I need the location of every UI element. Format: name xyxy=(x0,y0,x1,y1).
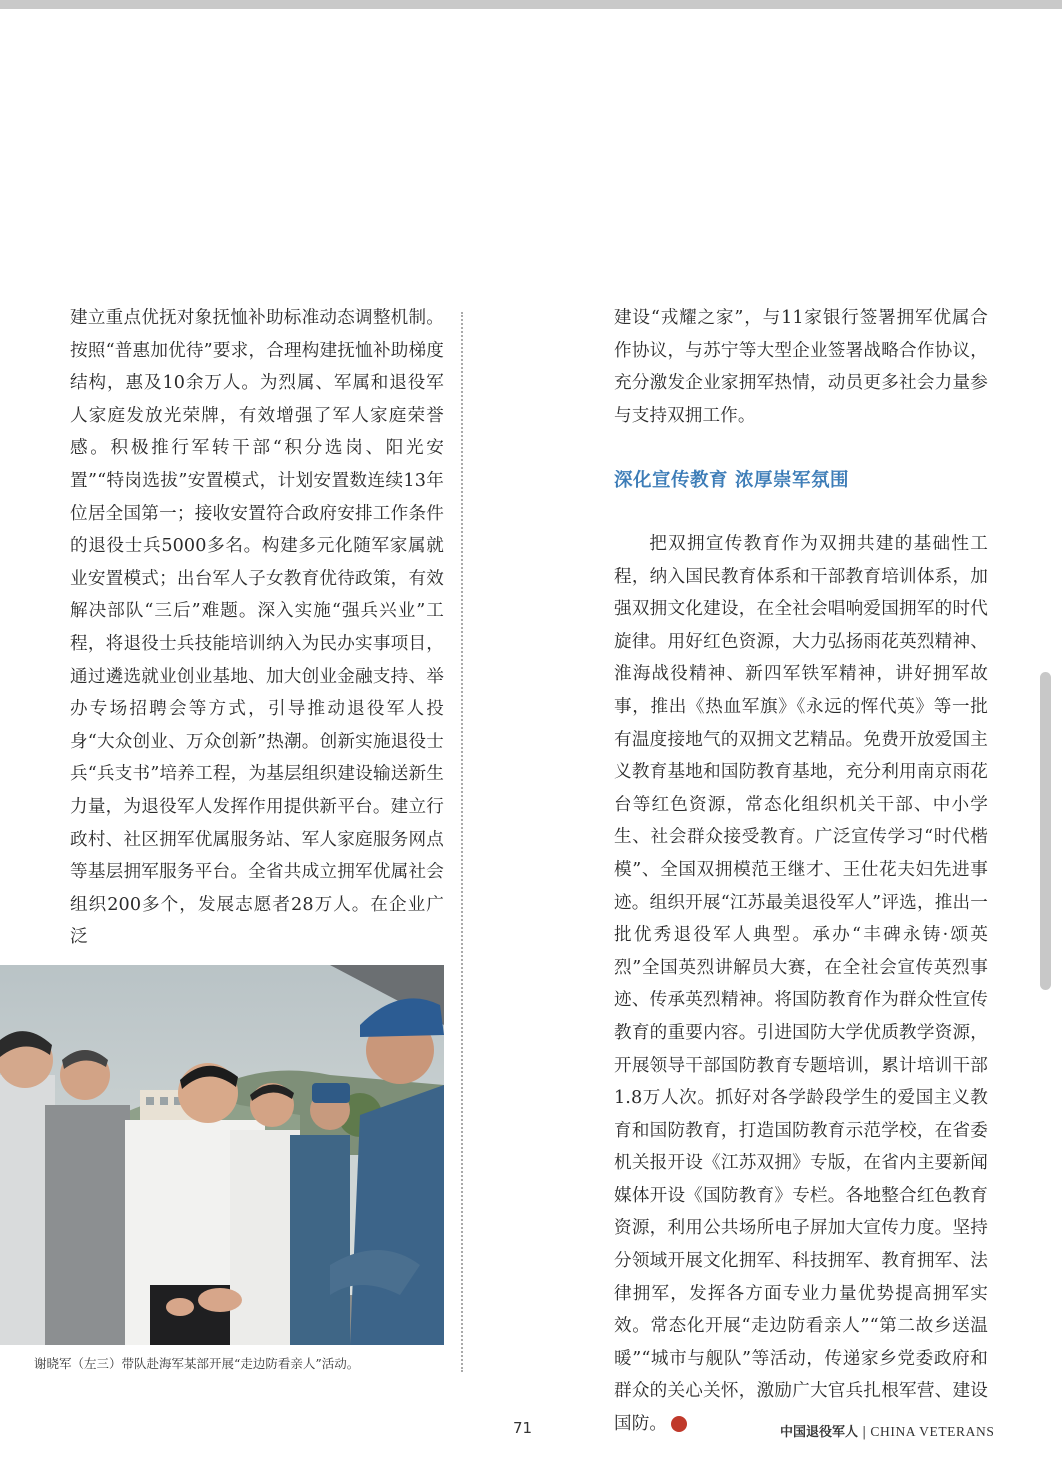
left-column-text xyxy=(70,302,444,954)
scrollbar-thumb[interactable] xyxy=(1040,672,1051,990)
right-column-intro xyxy=(614,302,988,432)
right-body-paragraph xyxy=(614,528,988,1441)
photo-caption: 谢晓军（左三）带队赴海军某部开展“走边防看亲人”活动。 xyxy=(34,1356,360,1371)
right-column-body xyxy=(614,528,988,1441)
right-intro-paragraph: 建设“戎耀之家”，与11家银行签署拥军优属合作协议，与苏宁等大型企业签署战略合作协议，充分激发企业家拥军热情，动员更多社会力量参与支持双拥工作。 xyxy=(614,308,988,426)
event-photo xyxy=(0,965,444,1345)
brand-chinese: 中国退役军人 xyxy=(780,1425,859,1440)
top-bar xyxy=(0,0,1062,9)
page-number: 71 xyxy=(513,1419,533,1437)
section-heading: 深化宣传教育 浓厚崇军氛围 xyxy=(614,470,849,491)
right-body-text: 把双拥宣传教育作为双拥共建的基础性工程，纳入国民教育体系和干部教育培训体系，加强双拥文化建设，在全社会唱响爱国拥军的时代旋律。用好红色资源，大力弘扬雨花英烈精神、淮海战役精神、新四军铁军精神，讲好拥军故事，推出《热血军旗》《永远的恽代英》等一批有温度接地气的双拥文艺精品。免费开放爱国主义教育基地和国防教育基地，充分利用南京雨花台等红色资源，常态化组织机关干部、中小学生、社会群众接受教育。广泛宣传学习“时代楷模”、全国双拥模范王继才、王仕花夫妇先进事迹。组织开展“江苏最美退役军人”评选，推出一批优秀退役军人典型。承办“丰碑永铸·颂英烈”全国英烈讲解员大赛，在全社会宣传英烈事迹、传承英烈精神。将国防教育作为群众性宣传教育的重要内容。引进国防大学优质教学资源，开展领导干部国防教育专题培训，累计培训干部1.8万人次。抓好对各学龄段学生的爱国主义教育和国防教育，打造国防教育示范学校，在省委机关报开设《江苏双拥》专版，在省内主要新闻媒体开设《国防教育》专栏。各地整合红色教育资源，利用公共场所电子屏加大宣传力度。坚持分领域开展文化拥军、科技拥军、教育拥军、法律拥军，发挥各方面专业力量优势提高拥军实效。常态化开展“走边防看亲人”“第二故乡送温暖”“城市与舰队”等活动，传递家乡党委政府和群众的关心关怀，激励广大官兵扎根军营、建设国防。 xyxy=(614,534,988,1435)
end-mark-icon: V xyxy=(671,1416,687,1432)
brand-separator: | xyxy=(862,1425,867,1440)
footer-brand xyxy=(780,1421,994,1440)
brand-english: CHINA VETERANS xyxy=(870,1424,995,1439)
column-divider xyxy=(461,312,463,1372)
left-paragraph: 建立重点优抚对象抚恤补助标准动态调整机制。按照“普惠加优待”要求，合理构建抚恤补助梯度结构，惠及10余万人。为烈属、军属和退役军人家庭发放光荣牌，有效增强了军人家庭荣誉感。积极推行军转干部“积分选岗、阳光安置”“特岗选拔”安置模式，计划安置数连续13年位居全国第一；接收安置符合政府安排工作条件的退役士兵5000多名。构建多元化随军家属就业安置模式；出台军人子女教育优待政策，有效解决部队“三后”难题。深入实施“强兵兴业”工程，将退役士兵技能培训纳入为民办实事项目，通过遴选就业创业基地、加大创业金融支持、举办专场招聘会等方式，引导推动退役军人投身“大众创业、万众创新”热潮。创新实施退役士兵“兵支书”培养工程，为基层组织建设输送新生力量，为退役军人发挥作用提供新平台。建立行政村、社区拥军优属服务站、军人家庭服务网点等基层拥军服务平台。全省共成立拥军优属社会组织200多个，发展志愿者28万人。在企业广泛 xyxy=(70,308,444,948)
